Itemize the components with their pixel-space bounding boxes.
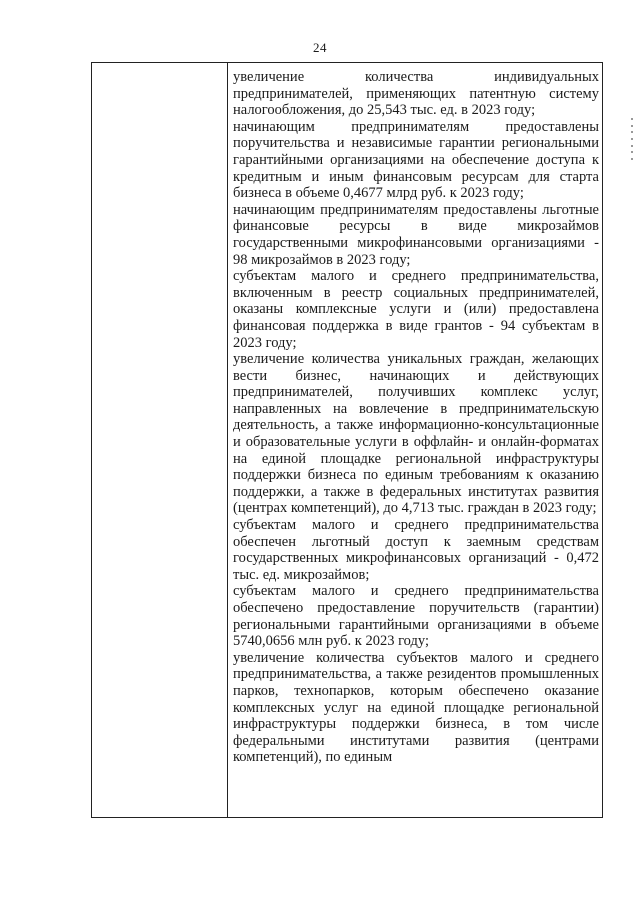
scan-margin-marks: [631, 118, 634, 160]
paragraph-patent-system: увеличение количества индивидуальных предпринимателей, применяющих патентную систему налогообложения, до 25,543 тыс. ед. в 2023 году;: [233, 69, 599, 119]
paragraph-microloans-sme: субъектам малого и среднего предпринимательства обеспечен льготный доступ к заемным средствам государственных микрофинансовых организаций - 0,472 тыс. ед. микрозаймов;: [233, 517, 599, 583]
table-left-cell: [92, 63, 227, 817]
table-right-cell: [233, 69, 599, 766]
paragraph-microloans-startups: начинающим предпринимателям предоставлены льготные финансовые ресурсы в виде микрозаймов государственными микрофинансовыми организациями - 98 микрозаймов в 2023 году;: [233, 201, 599, 268]
paragraph-guarantees-startups: начинающим предпринимателям предоставлены поручительства и независимые гарантии региональными гарантийными организациями на обеспечение доступа к кредитным и иным финансовым ресурсам для старта бизнеса в объеме 0,4677 млрд руб. к 2023 году;: [233, 118, 599, 202]
column-divider: [227, 63, 228, 817]
paragraph-guarantees-sme: субъектам малого и среднего предпринимательства обеспечено предоставление поручительств (гарантии) региональными гарантийными организациями в объеме 5740,0656 млн руб. к 2023 году;: [233, 583, 599, 650]
paragraph-social-entrepreneurs: субъектам малого и среднего предпринимательства, включенным в реестр социальных предпринимателей, оказаны комплексные услуги и (или) предоставлена финансовая поддержка в виде грантов - 94 субъектам в 2023 году;: [233, 268, 599, 351]
paragraph-unique-citizens: увеличение количества уникальных граждан, желающих вести бизнес, начинающих и действующих предпринимателей, получивших комплекс услуг, направленных на вовлечение в предпринимательскую деятельность, а также информационно-консультационные и образовательные услуги в оффлайн- и онлайн-форматах на единой площадке региональной инфраструктуры поддержки бизнеса по единым требованиям к оказанию поддержки, а также в федеральных институтах развития (центрах компетенций), до 4,713 тыс. граждан в 2023 году;: [233, 351, 599, 517]
page-number: 24: [313, 40, 327, 55]
paragraph-comprehensive-services: увеличение количества субъектов малого и среднего предпринимательства, а также резидентов промышленных парков, технопарков, которым обеспечено оказание комплексных услуг на единой площадке региональной инфраструктуры поддержки бизнеса, в том числе федеральными институтами развития (центрами компетенций), по единым: [233, 649, 599, 766]
document-table: [91, 62, 603, 818]
